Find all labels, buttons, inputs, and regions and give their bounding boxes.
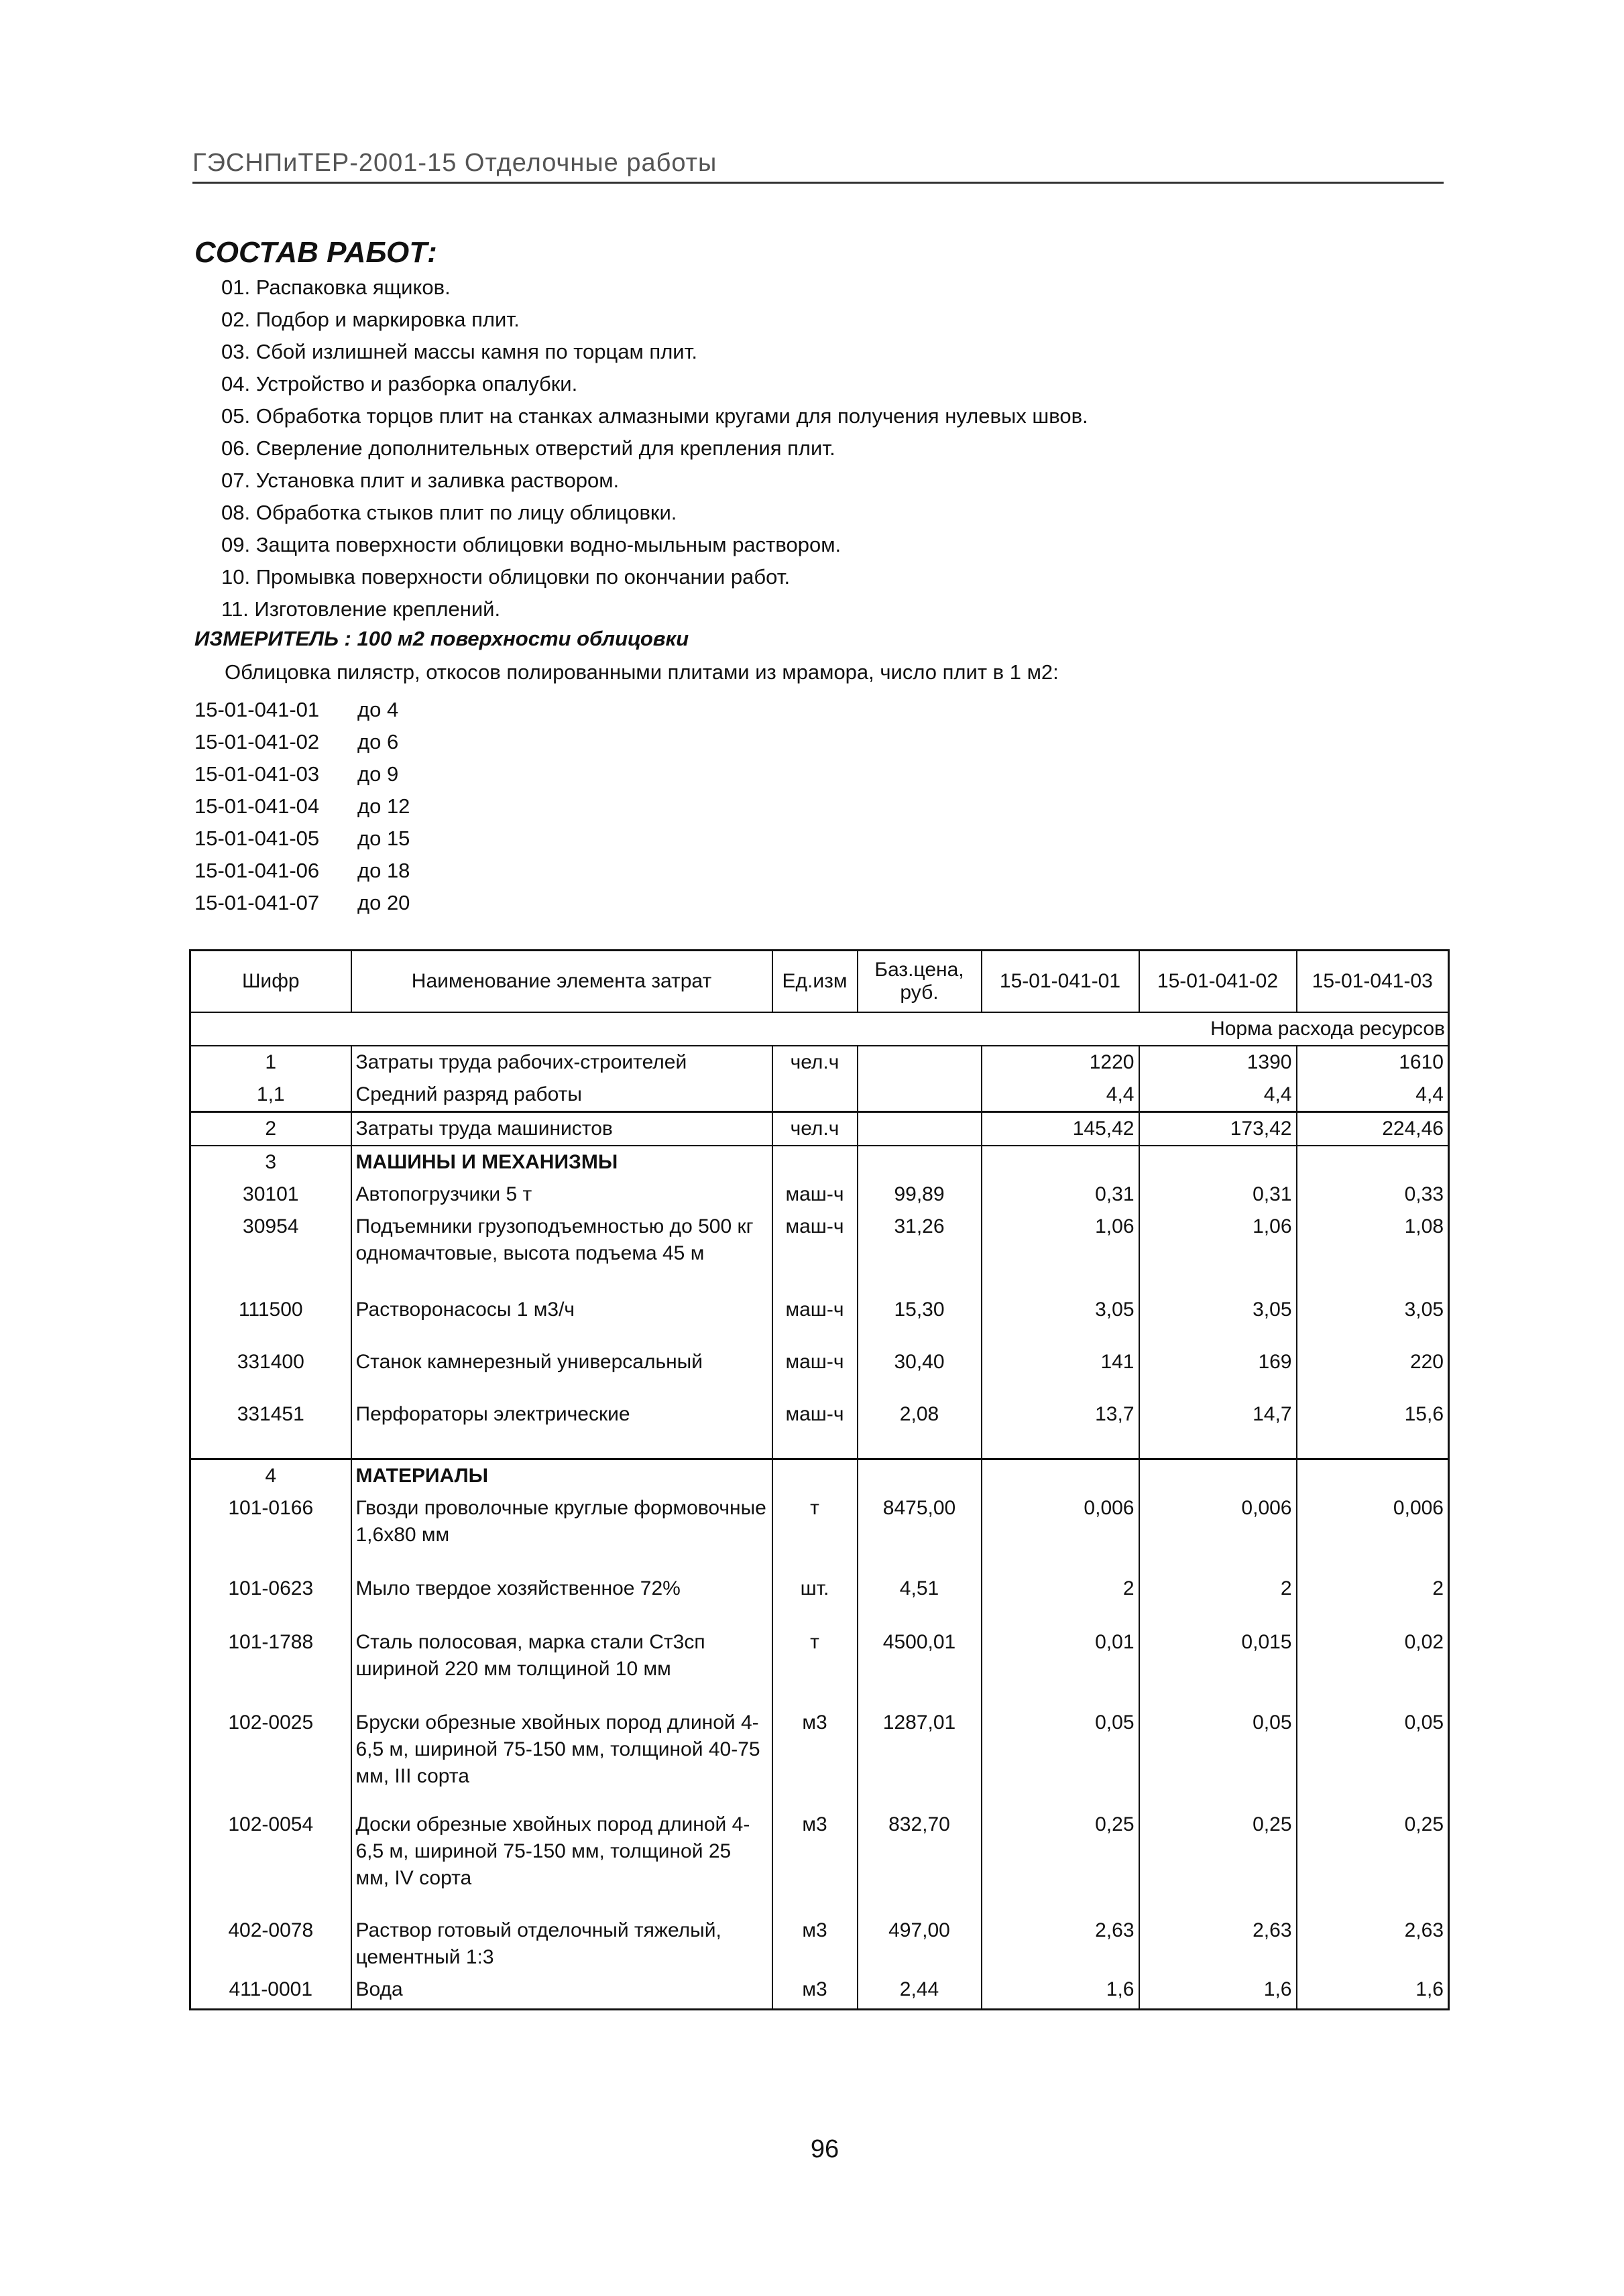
cell-code: 411-0001 xyxy=(190,1974,351,2010)
cell-name: Растворонасосы 1 м3/ч xyxy=(351,1294,772,1346)
cell-name: Раствор готовый отделочный тяжелый, цементный 1:3 xyxy=(351,1915,772,1974)
cell-norm-1: 141 xyxy=(982,1346,1139,1398)
cell-unit: т xyxy=(772,1626,858,1707)
cell-price: 8475,00 xyxy=(858,1492,982,1573)
cell-norm-2: 3,05 xyxy=(1139,1294,1297,1346)
cell-price: 497,00 xyxy=(858,1915,982,1974)
cell-code: 4 xyxy=(190,1459,351,1492)
cell-name: Перфораторы электрические xyxy=(351,1398,772,1459)
cell-norm-2: 1,06 xyxy=(1139,1211,1297,1294)
cell-norm-1 xyxy=(982,1146,1139,1179)
cell-norm-3: 3,05 xyxy=(1297,1294,1449,1346)
work-step: 10. Промывка поверхности облицовки по окончании работ. xyxy=(221,565,791,589)
cell-norm-2 xyxy=(1139,1146,1297,1179)
page-header: ГЭСНПиТЕР-2001-15 Отделочные работы xyxy=(192,149,1444,184)
cell-name: Доски обрезные хвойных пород длиной 4-6,5 м, шириной 75-150 мм, толщиной 25 мм, IV сорта xyxy=(351,1809,772,1915)
col-header-norm-2: 15-01-041-02 xyxy=(1139,951,1297,1013)
work-step: 03. Сбой излишней массы камня по торцам плит. xyxy=(221,340,697,363)
cell-code: 102-0025 xyxy=(190,1707,351,1809)
cell-price xyxy=(858,1046,982,1079)
code-value: до 9 xyxy=(357,762,399,786)
cell-norm-2 xyxy=(1139,1459,1297,1492)
cell-code: 102-0054 xyxy=(190,1809,351,1915)
work-steps-list xyxy=(221,271,1088,625)
cell-norm-2: 173,42 xyxy=(1139,1112,1297,1146)
cell-norm-1: 0,25 xyxy=(982,1809,1139,1915)
cell-norm-3: 0,02 xyxy=(1297,1626,1449,1707)
cell-name: МАШИНЫ И МЕХАНИЗМЫ xyxy=(351,1146,772,1179)
table-row xyxy=(190,1211,1449,1294)
cell-name: Затраты труда рабочих-строителей xyxy=(351,1046,772,1079)
cell-norm-2: 2 xyxy=(1139,1573,1297,1626)
cell-norm-1 xyxy=(982,1459,1139,1492)
cell-code: 101-0623 xyxy=(190,1573,351,1626)
cell-norm-1: 0,01 xyxy=(982,1626,1139,1707)
cell-name: Вода xyxy=(351,1974,772,2010)
cell-norm-3: 2 xyxy=(1297,1573,1449,1626)
cell-unit xyxy=(772,1079,858,1112)
table-row xyxy=(190,1079,1449,1112)
work-step: 07. Установка плит и заливка раствором. xyxy=(221,469,620,492)
cell-code: 3 xyxy=(190,1146,351,1179)
col-header-price: Баз.цена, руб. xyxy=(858,951,982,1013)
table-row xyxy=(190,1294,1449,1346)
cell-unit: м3 xyxy=(772,1809,858,1915)
cell-norm-2: 1390 xyxy=(1139,1046,1297,1079)
cell-norm-1: 1220 xyxy=(982,1046,1139,1079)
work-step: 04. Устройство и разборка опалубки. xyxy=(221,372,578,396)
cell-norm-3 xyxy=(1297,1146,1449,1179)
cell-price: 2,08 xyxy=(858,1398,982,1459)
table-row xyxy=(190,1346,1449,1398)
cell-name: Подъемники грузоподъемностью до 500 кг одномачтовые, высота подъема 45 м xyxy=(351,1211,772,1294)
cell-name: Бруски обрезные хвойных пород длиной 4-6,5 м, шириной 75-150 мм, толщиной 40-75 мм, III сорта xyxy=(351,1707,772,1809)
cell-norm-3: 0,25 xyxy=(1297,1809,1449,1915)
cell-norm-3: 1,6 xyxy=(1297,1974,1449,2010)
code-number: 15-01-041-07 xyxy=(194,891,320,914)
work-step: 09. Защита поверхности облицовки водно-мыльным раствором. xyxy=(221,533,842,556)
cell-code: 30101 xyxy=(190,1179,351,1211)
table-header-row xyxy=(190,951,1449,1013)
code-item xyxy=(194,855,410,887)
norm-label-row xyxy=(190,1012,1449,1046)
code-value: до 15 xyxy=(357,827,410,850)
cell-norm-1: 2,63 xyxy=(982,1915,1139,1974)
cell-code: 30954 xyxy=(190,1211,351,1294)
table-row xyxy=(190,1112,1449,1146)
cell-price: 2,44 xyxy=(858,1974,982,2010)
cell-price xyxy=(858,1146,982,1179)
cell-price: 1287,01 xyxy=(858,1707,982,1809)
cell-name: МАТЕРИАЛЫ xyxy=(351,1459,772,1492)
cell-norm-2: 4,4 xyxy=(1139,1079,1297,1112)
cell-name: Средний разряд работы xyxy=(351,1079,772,1112)
table-row xyxy=(190,1915,1449,1974)
cell-norm-3: 0,006 xyxy=(1297,1492,1449,1573)
page-number: 96 xyxy=(810,2135,839,2163)
cell-norm-2: 0,006 xyxy=(1139,1492,1297,1573)
work-step: 02. Подбор и маркировка плит. xyxy=(221,308,520,331)
cell-norm-1: 2 xyxy=(982,1573,1139,1626)
cell-code: 2 xyxy=(190,1112,351,1146)
cell-norm-3: 1610 xyxy=(1297,1046,1449,1079)
work-step: 11. Изготовление креплений. xyxy=(221,597,501,621)
code-number: 15-01-041-02 xyxy=(194,730,320,753)
cell-norm-2: 0,25 xyxy=(1139,1809,1297,1915)
cell-norm-1: 4,4 xyxy=(982,1079,1139,1112)
table-row xyxy=(190,1974,1449,2010)
work-step: 06. Сверление дополнительных отверстий для крепления плит. xyxy=(221,436,835,460)
cell-code: 1 xyxy=(190,1046,351,1079)
cell-price xyxy=(858,1459,982,1492)
cell-norm-2: 0,015 xyxy=(1139,1626,1297,1707)
code-number: 15-01-041-03 xyxy=(194,762,320,786)
code-item xyxy=(194,790,410,823)
cell-price: 31,26 xyxy=(858,1211,982,1294)
cell-norm-3 xyxy=(1297,1459,1449,1492)
code-number: 15-01-041-06 xyxy=(194,859,320,882)
cell-norm-1: 0,31 xyxy=(982,1179,1139,1211)
code-number: 15-01-041-05 xyxy=(194,827,320,850)
cell-norm-3: 0,05 xyxy=(1297,1707,1449,1809)
cell-norm-3: 224,46 xyxy=(1297,1112,1449,1146)
cell-code: 1,1 xyxy=(190,1079,351,1112)
cell-code: 331451 xyxy=(190,1398,351,1459)
work-step: 05. Обработка торцов плит на станках алмазными кругами для получения нулевых швов. xyxy=(221,404,1088,428)
cell-code: 331400 xyxy=(190,1346,351,1398)
cell-norm-1: 3,05 xyxy=(982,1294,1139,1346)
cell-unit: маш-ч xyxy=(772,1179,858,1211)
col-header-code: Шифр xyxy=(190,951,351,1013)
code-item xyxy=(194,758,410,790)
code-value: до 6 xyxy=(357,730,399,753)
table-row xyxy=(190,1398,1449,1459)
cell-unit xyxy=(772,1459,858,1492)
cell-norm-2: 0,31 xyxy=(1139,1179,1297,1211)
cell-name: Автопогрузчики 5 т xyxy=(351,1179,772,1211)
cell-unit: м3 xyxy=(772,1707,858,1809)
cell-price: 99,89 xyxy=(858,1179,982,1211)
work-step: 08. Обработка стыков плит по лицу облицовки. xyxy=(221,501,677,524)
cell-price: 15,30 xyxy=(858,1294,982,1346)
table-row xyxy=(190,1459,1449,1492)
cell-code: 101-0166 xyxy=(190,1492,351,1573)
cell-norm-1: 1,06 xyxy=(982,1211,1139,1294)
cell-code: 101-1788 xyxy=(190,1626,351,1707)
cell-norm-1: 0,05 xyxy=(982,1707,1139,1809)
cell-unit: маш-ч xyxy=(772,1346,858,1398)
col-header-name: Наименование элемента затрат xyxy=(351,951,772,1013)
cell-unit: маш-ч xyxy=(772,1294,858,1346)
cell-name: Затраты труда машинистов xyxy=(351,1112,772,1146)
norm-label: Норма расхода ресурсов xyxy=(190,1012,1449,1046)
code-item xyxy=(194,887,410,919)
code-item xyxy=(194,823,410,855)
cell-unit: маш-ч xyxy=(772,1211,858,1294)
measure-unit: ИЗМЕРИТЕЛЬ : 100 м2 поверхности облицовки xyxy=(194,627,689,650)
work-description: Облицовка пилястр, откосов полированными плитами из мрамора, число плит в 1 м2: xyxy=(225,660,1059,684)
cell-price: 832,70 xyxy=(858,1809,982,1915)
cell-unit xyxy=(772,1146,858,1179)
cell-unit: м3 xyxy=(772,1915,858,1974)
cell-norm-1: 0,006 xyxy=(982,1492,1139,1573)
cell-price: 4500,01 xyxy=(858,1626,982,1707)
code-item xyxy=(194,694,410,726)
table-row xyxy=(190,1492,1449,1573)
table-row xyxy=(190,1046,1449,1079)
cell-unit: шт. xyxy=(772,1573,858,1626)
cell-price xyxy=(858,1112,982,1146)
cell-name: Мыло твердое хозяйственное 72% xyxy=(351,1573,772,1626)
col-header-norm-3: 15-01-041-03 xyxy=(1297,951,1449,1013)
col-header-unit: Ед.изм xyxy=(772,951,858,1013)
cell-unit: чел.ч xyxy=(772,1112,858,1146)
cell-price: 4,51 xyxy=(858,1573,982,1626)
cell-unit: т xyxy=(772,1492,858,1573)
cell-norm-3: 4,4 xyxy=(1297,1079,1449,1112)
cell-norm-2: 2,63 xyxy=(1139,1915,1297,1974)
col-header-norm-1: 15-01-041-01 xyxy=(982,951,1139,1013)
table-row xyxy=(190,1626,1449,1707)
table-row xyxy=(190,1707,1449,1809)
cell-name: Гвозди проволочные круглые формовочные 1,6х80 мм xyxy=(351,1492,772,1573)
table-row xyxy=(190,1573,1449,1626)
code-number: 15-01-041-01 xyxy=(194,698,320,721)
cell-norm-1: 1,6 xyxy=(982,1974,1139,2010)
cell-code: 402-0078 xyxy=(190,1915,351,1974)
code-value: до 12 xyxy=(357,794,410,818)
code-number: 15-01-041-04 xyxy=(194,794,320,818)
code-value: до 20 xyxy=(357,891,410,914)
cell-norm-3: 2,63 xyxy=(1297,1915,1449,1974)
cell-name: Станок камнерезный универсальный xyxy=(351,1346,772,1398)
cell-price: 30,40 xyxy=(858,1346,982,1398)
work-step: 01. Распаковка ящиков. xyxy=(221,276,451,299)
cell-norm-3: 220 xyxy=(1297,1346,1449,1398)
cell-price xyxy=(858,1079,982,1112)
cell-norm-3: 0,33 xyxy=(1297,1179,1449,1211)
cell-unit: маш-ч xyxy=(772,1398,858,1459)
work-composition-title: СОСТАВ РАБОТ: xyxy=(194,236,437,269)
cell-norm-2: 0,05 xyxy=(1139,1707,1297,1809)
code-item xyxy=(194,726,410,758)
code-value: до 18 xyxy=(357,859,410,882)
cell-unit: чел.ч xyxy=(772,1046,858,1079)
code-list xyxy=(194,694,410,919)
cell-norm-2: 14,7 xyxy=(1139,1398,1297,1459)
cell-norm-3: 15,6 xyxy=(1297,1398,1449,1459)
cell-norm-2: 1,6 xyxy=(1139,1974,1297,2010)
cell-norm-2: 169 xyxy=(1139,1346,1297,1398)
cell-unit: м3 xyxy=(772,1974,858,2010)
table-row xyxy=(190,1809,1449,1915)
cell-code: 111500 xyxy=(190,1294,351,1346)
code-value: до 4 xyxy=(357,698,399,721)
table-row xyxy=(190,1146,1449,1179)
cell-norm-1: 13,7 xyxy=(982,1398,1139,1459)
resource-table xyxy=(189,949,1450,2010)
table-row xyxy=(190,1179,1449,1211)
cell-norm-1: 145,42 xyxy=(982,1112,1139,1146)
cell-norm-3: 1,08 xyxy=(1297,1211,1449,1294)
cell-name: Сталь полосовая, марка стали Ст3сп шириной 220 мм толщиной 10 мм xyxy=(351,1626,772,1707)
